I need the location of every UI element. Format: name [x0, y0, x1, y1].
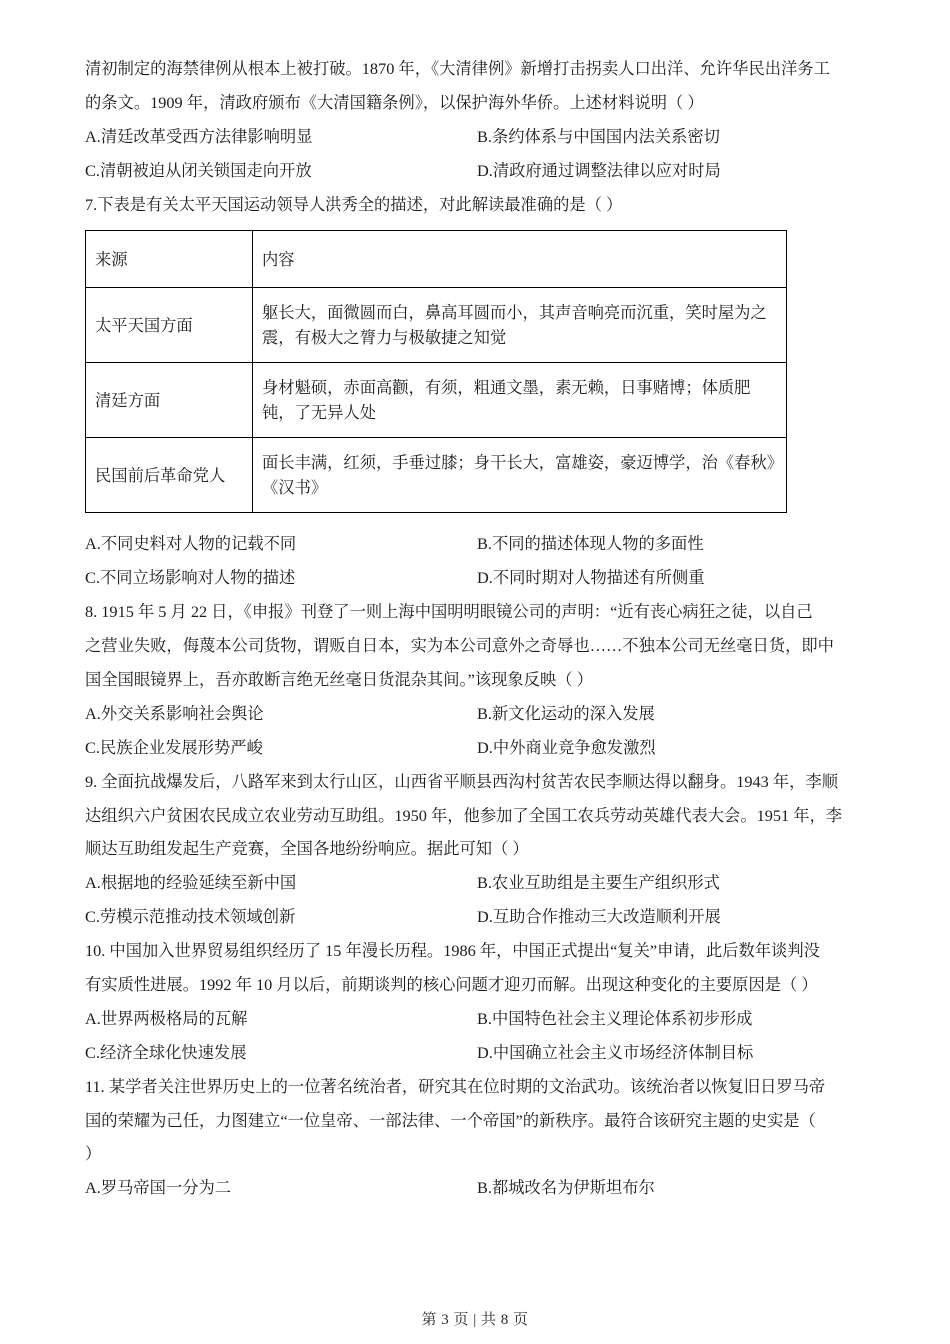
option-d[interactable] [477, 154, 869, 188]
option-d-text: 中国确立社会主义市场经济体制目标 [492, 1042, 754, 1062]
option-d[interactable] [477, 561, 869, 595]
option-c-mark: C. [85, 568, 100, 588]
option-a-mark: A. [85, 1008, 101, 1028]
option-a[interactable] [85, 1171, 477, 1205]
option-c-text: 清朝被迫从闭关锁国走向开放 [99, 160, 312, 180]
option-d-text: 不同时期对人物描述有所侧重 [492, 568, 705, 588]
option-b-mark: B. [477, 1008, 492, 1028]
table-row [86, 438, 787, 513]
question-11-block [85, 1070, 870, 1206]
option-d-mark: D. [477, 160, 493, 180]
option-d-mark: D. [477, 568, 493, 588]
option-c-text: 民族企业发展形势严峻 [99, 737, 263, 757]
option-row [85, 1171, 870, 1205]
option-b[interactable] [477, 1171, 869, 1205]
option-c[interactable] [85, 731, 477, 765]
option-row [85, 731, 870, 765]
option-d[interactable] [477, 900, 869, 934]
question-8-line-3: 国全国眼镜界上，吾亦敢断言绝无丝毫日货混杂其间。”该现象反映（ ） [85, 670, 593, 690]
option-b[interactable] [477, 697, 869, 731]
table-cell-content: 面长丰满，红须，手垂过膝；身干长大，富雄姿，豪迈博学，治《春秋》《汉书》 [253, 438, 787, 513]
question-10-block [85, 934, 870, 1070]
option-row [85, 1036, 870, 1070]
option-row [85, 866, 870, 900]
option-b-mark: B. [477, 873, 492, 893]
question-9-line-2: 达组织六户贫困农民成立农业劳动互助组。1950 年，他参加了全国工农兵劳动英雄代表大会。1951 年，李 [85, 805, 843, 825]
option-a-text: 罗马帝国一分为二 [100, 1178, 232, 1198]
option-d-mark: D. [477, 1042, 493, 1062]
table-cell-content: 身材魁硕，赤面高颧，有须，粗通文墨，素无赖，日事赌博；体质肥钝，了无异人处 [253, 363, 787, 438]
question-8-options [85, 697, 870, 765]
option-b-mark: B. [477, 703, 492, 723]
option-a[interactable] [85, 1002, 477, 1036]
option-c-mark: C. [85, 737, 100, 757]
question-7-stem-text: 下表是有关太平天国运动领导人洪秀全的描述，对此解读最准确的是（ ） [97, 194, 623, 214]
option-b-mark: B. [477, 1178, 492, 1198]
question-9-block [85, 765, 870, 934]
option-a[interactable] [85, 120, 477, 154]
option-d-text: 清政府通过调整法律以应对时局 [492, 160, 721, 180]
option-b-text: 中国特色社会主义理论体系初步形成 [491, 1008, 753, 1028]
option-b[interactable] [477, 1002, 869, 1036]
question-7-number: 7. [85, 194, 98, 214]
option-c-mark: C. [85, 160, 100, 180]
option-b-mark: B. [477, 126, 492, 146]
option-b[interactable] [477, 866, 869, 900]
question-10-options [85, 1002, 870, 1070]
option-d-mark: D. [477, 907, 493, 927]
carryover-question-block [85, 52, 870, 188]
option-b[interactable] [477, 527, 869, 561]
option-b-text: 条约体系与中国国内法关系密切 [491, 126, 720, 146]
option-row [85, 697, 870, 731]
option-b-mark: B. [477, 534, 492, 554]
option-row [85, 527, 870, 561]
option-a-text: 世界两极格局的瓦解 [100, 1008, 248, 1028]
option-c-text: 不同立场影响对人物的描述 [99, 568, 296, 588]
option-d[interactable] [477, 731, 869, 765]
option-c-mark: C. [85, 907, 100, 927]
option-a-text: 清廷改革受西方法律影响明显 [100, 126, 313, 146]
table-cell-content: 躯长大，面微圆而白，鼻高耳圆而小，其声音响亮而沉重，笑时屋为之震，有极大之膂力与极敏捷之知觉 [253, 288, 787, 363]
question-7-table [85, 230, 787, 513]
question-8-line-1: 8. 1915 年 5 月 22 日，《申报》刊登了一则上海中国明明眼镜公司的声明：“近有丧心病狂之徒，以自己 [85, 602, 813, 622]
option-row [85, 1002, 870, 1036]
option-b-text: 不同的描述体现人物的多面性 [491, 534, 704, 554]
option-c-mark: C. [85, 1042, 100, 1062]
question-9-line-1: 9. 全面抗战爆发后，八路军来到太行山区，山西省平顺县西沟村贫苦农民李顺达得以翻身。1943 年，李顺 [85, 771, 839, 791]
question-11-line-1: 11. 某学者关注世界历史上的一位著名统治者，研究其在位时期的文治武功。该统治者以恢复旧日罗马帝 [85, 1076, 826, 1096]
option-b-text: 新文化运动的深入发展 [491, 703, 655, 723]
option-c[interactable] [85, 154, 477, 188]
carryover-body-line-2: 的条文。1909 年，清政府颁布《大清国籍条例》，以保护海外华侨。上述材料说明（ ） [85, 92, 704, 112]
table-row [86, 363, 787, 438]
option-a-text: 不同史料对人物的记载不同 [100, 534, 297, 554]
option-c[interactable] [85, 900, 477, 934]
table-cell-source: 太平天国方面 [86, 288, 253, 363]
page-footer: 第 3 页 | 共 8 页 [421, 1312, 529, 1328]
option-d-mark: D. [477, 737, 493, 757]
option-b[interactable] [477, 120, 869, 154]
question-11-line-3: ） [85, 1144, 102, 1164]
question-9-line-3: 顺达互助组发起生产竞赛，全国各地纷纷响应。据此可知（ ） [85, 839, 529, 859]
option-a-text: 外交关系影响社会舆论 [100, 703, 264, 723]
option-a-text: 根据地的经验延续至新中国 [100, 873, 297, 893]
option-a-mark: A. [85, 703, 101, 723]
table-header-row [86, 231, 787, 288]
option-a-mark: A. [85, 1178, 101, 1198]
carryover-body-line-1: 清初制定的海禁律例从根本上被打破。1870 年，《大清律例》新增打击拐卖人口出洋、允许华民出洋务工 [85, 59, 830, 78]
question-8-line-2: 之营业失败，侮蔑本公司货物，谓贩自日本，实为本公司意外之奇辱也……不独本公司无丝毫日货，即中 [85, 636, 834, 656]
option-c-text: 劳模示范推动技术领域创新 [99, 907, 296, 927]
option-row [85, 154, 870, 188]
table-row [86, 288, 787, 363]
table-header-source: 来源 [86, 231, 253, 288]
option-a-mark: A. [85, 126, 101, 146]
option-b-text: 都城改名为伊斯坦布尔 [491, 1178, 655, 1198]
option-row [85, 900, 870, 934]
option-a[interactable] [85, 697, 477, 731]
question-10-line-1: 10. 中国加入世界贸易组织经历了 15 年漫长历程。1986 年，中国正式提出“复关”申请，此后数年谈判没 [85, 941, 820, 961]
option-d-text: 中外商业竞争愈发激烈 [492, 737, 656, 757]
option-a[interactable] [85, 527, 477, 561]
question-9-options [85, 866, 870, 934]
option-d-text: 互助合作推动三大改造顺利开展 [492, 907, 721, 927]
question-7-block [85, 188, 870, 596]
question-7-options [85, 527, 870, 595]
option-c[interactable] [85, 1036, 477, 1070]
table-cell-source: 清廷方面 [86, 363, 253, 438]
question-8-block [85, 595, 870, 764]
option-a-mark: A. [85, 534, 101, 554]
exam-page-content [85, 52, 870, 1205]
question-10-line-2: 有实质性进展。1992 年 10 月以后，前期谈判的核心问题才迎刃而解。出现这种变化的主要原因是（ ） [85, 975, 818, 995]
option-row [85, 561, 870, 595]
option-a[interactable] [85, 866, 477, 900]
option-a-mark: A. [85, 873, 101, 893]
option-b-text: 农业互助组是主要生产组织形式 [491, 873, 720, 893]
question-7-stem [85, 188, 870, 222]
question-11-options [85, 1171, 870, 1205]
carryover-options [85, 120, 870, 188]
table-header-content: 内容 [253, 231, 787, 288]
option-c-text: 经济全球化快速发展 [99, 1042, 247, 1062]
table-cell-source: 民国前后革命党人 [86, 438, 253, 513]
option-row [85, 120, 870, 154]
question-11-line-2: 国的荣耀为己任，力图建立“一位皇帝、一部法律、一个帝国”的新秩序。最符合该研究主题的史实是（ [85, 1110, 816, 1130]
option-d[interactable] [477, 1036, 869, 1070]
option-c[interactable] [85, 561, 477, 595]
